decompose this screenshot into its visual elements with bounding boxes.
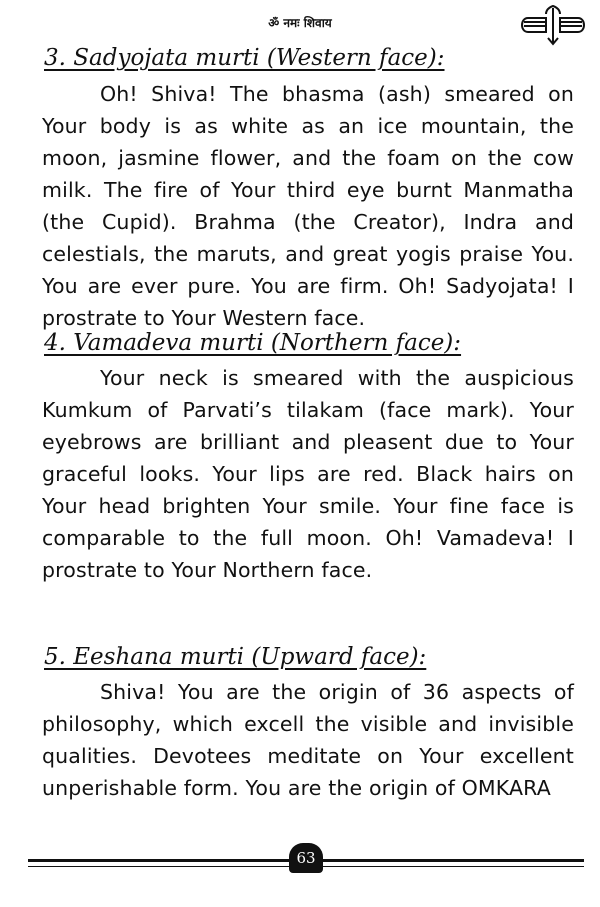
page-header: ॐ नमः शिवाय <box>268 16 332 30</box>
section-heading-sadyojata: 3. Sadyojata murti (Western face): <box>44 45 445 71</box>
shiva-trident-emblem-icon <box>518 4 588 46</box>
section-body-eeshana: Shiva! You are the origin of 36 aspects of philosophy, which excell the visible and invisible qualities. Devotees meditate on Your excellent unperishable form. You are the origin of OMKARA <box>42 680 574 800</box>
section-body-sadyojata: Oh! Shiva! The bhasma (ash) smeared on Your body is as white as an ice mountain, the moon, jasmine flower, and the foam on the cow milk. The fire of Your third eye burnt Manmatha (the Cupid). Brahma (the Creator), Indra and celestials, the maruts, and great yogis praise You. You are ever pure. You are firm. Oh! Sadyojata! I prostrate to Your Western face. <box>42 82 574 330</box>
page-number-badge: 63 <box>289 843 323 873</box>
section-body-vamadeva: Your neck is smeared with the auspicious Kumkum of Parvati’s tilakam (face mark). Your eyebrows are brilliant and pleasent due to Your graceful looks. Your lips are red. Black hairs on Your head brighten Your smile. Your fine face is comparable to the full moon. Oh! Vamadeva! I prostrate to Your Northern face. <box>42 366 574 582</box>
section-heading-eeshana: 5. Eeshana murti (Upward face): <box>44 644 427 670</box>
section-heading-vamadeva: 4. Vamadeva murti (Northern face): <box>44 330 462 356</box>
